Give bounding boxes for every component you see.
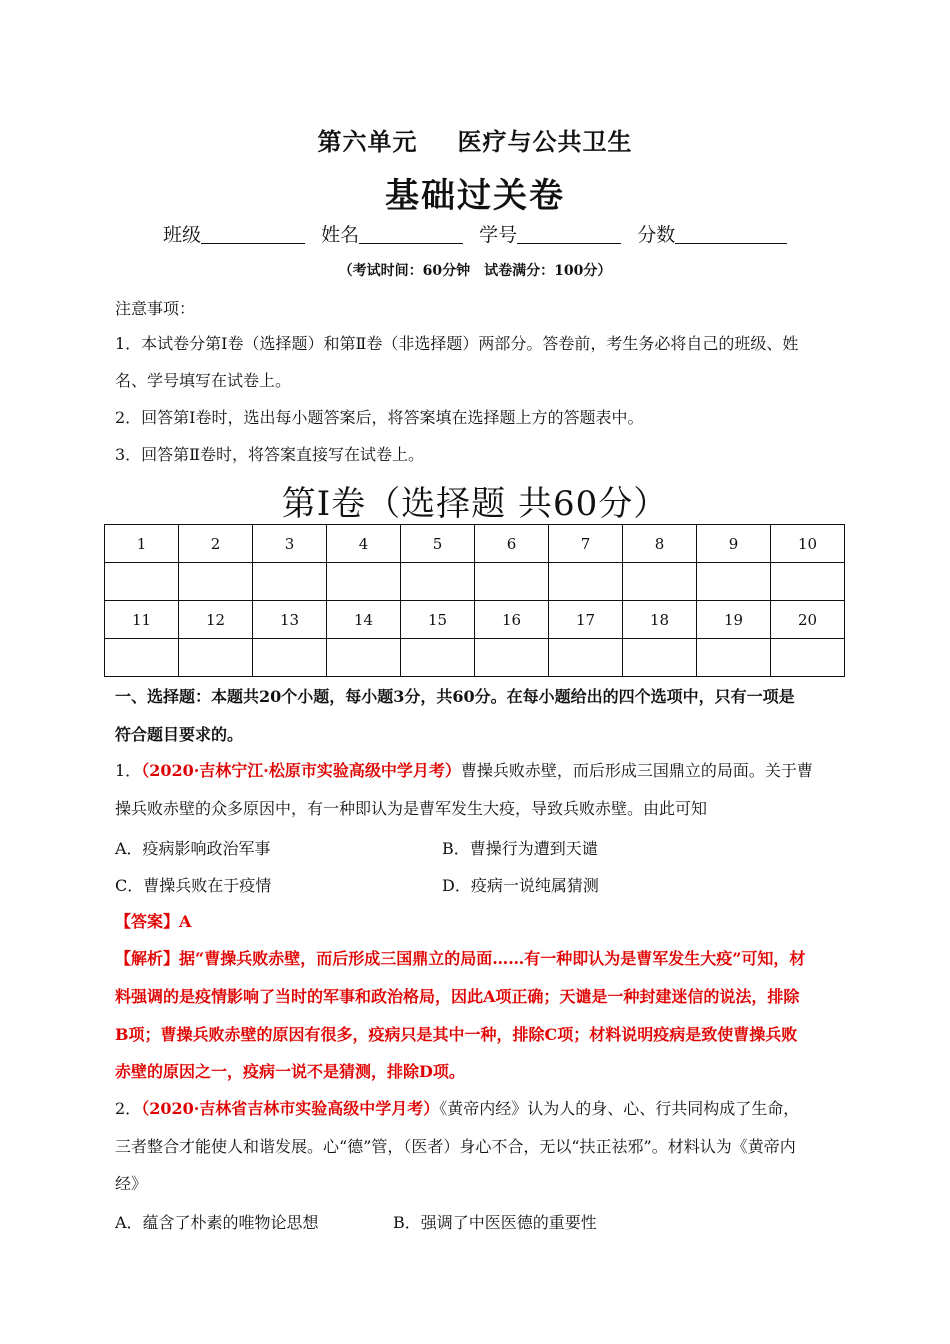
question-number-cell: 20 bbox=[771, 601, 845, 639]
answer-cell[interactable] bbox=[549, 639, 623, 677]
question-number-cell: 6 bbox=[475, 525, 549, 563]
table-row bbox=[105, 601, 845, 639]
notes-heading: 注意事项： bbox=[115, 299, 196, 318]
question-number-cell: 14 bbox=[327, 601, 401, 639]
score-label: 分数 bbox=[637, 224, 676, 246]
answer-cell[interactable] bbox=[401, 639, 475, 677]
question-number-cell: 7 bbox=[549, 525, 623, 563]
question-number-cell: 8 bbox=[623, 525, 697, 563]
question-number-cell: 12 bbox=[179, 601, 253, 639]
answer-cell[interactable] bbox=[179, 563, 253, 601]
table-row bbox=[105, 639, 845, 677]
question-number-cell: 9 bbox=[697, 525, 771, 563]
answer-cell[interactable] bbox=[327, 639, 401, 677]
question-number-cell: 2 bbox=[179, 525, 253, 563]
answer-cell[interactable] bbox=[253, 563, 327, 601]
question-2-stem bbox=[115, 1090, 845, 1128]
answer-cell[interactable] bbox=[623, 639, 697, 677]
answer-cell[interactable] bbox=[771, 639, 845, 677]
unit-name: 医疗与公共卫生 bbox=[457, 128, 633, 156]
analysis-line: 料强调的是疫情影响了当时的军事和政治格局，因此A项正确；天谴是一种封建迷信的说法，排除 bbox=[115, 987, 800, 1006]
option-b[interactable]: B．强调了中医医德的重要性 bbox=[393, 1213, 597, 1232]
student-info-fields bbox=[163, 220, 797, 247]
answer-cell[interactable] bbox=[623, 563, 697, 601]
section-instructions: 一、选择题：本题共20个小题，每小题3分，共60分。在每小题给出的四个选项中，只有一项是 bbox=[115, 687, 795, 706]
answer-cell[interactable] bbox=[105, 563, 179, 601]
question-text: 经》 bbox=[115, 1174, 148, 1193]
note-item: 2．回答第Ⅰ卷时，选出每小题答案后，将答案填在选择题上方的答题表中。 bbox=[115, 408, 644, 427]
answer-cell[interactable] bbox=[697, 563, 771, 601]
question-number-cell: 10 bbox=[771, 525, 845, 563]
option-c[interactable]: C．曹操兵败在于疫情 bbox=[115, 876, 272, 895]
unit-title bbox=[0, 122, 950, 157]
question-number-cell: 11 bbox=[105, 601, 179, 639]
answer-cell[interactable] bbox=[327, 563, 401, 601]
question-number: 2． bbox=[115, 1099, 142, 1118]
option-a[interactable]: A．疫病影响政治军事 bbox=[115, 839, 271, 858]
question-text: 三者整合才能使人和谐发展。心“德”管，（医者）身心不合，无以“扶正祛邪”。材料认为《黄帝内 bbox=[115, 1137, 796, 1156]
option-d[interactable]: D．疫病一说纯属猜测 bbox=[442, 876, 599, 895]
unit-number: 第六单元 bbox=[317, 128, 418, 156]
name-input[interactable] bbox=[359, 224, 463, 244]
analysis-line: 【解析】据“曹操兵败赤壁，而后形成三国鼎立的局面……有一种即认为是曹军发生大疫”可知，材 bbox=[115, 949, 806, 968]
answer-cell[interactable] bbox=[771, 563, 845, 601]
class-label: 班级 bbox=[163, 224, 202, 246]
table-row bbox=[105, 525, 845, 563]
note-item: 名、学号填写在试卷上。 bbox=[115, 371, 292, 390]
option-b[interactable]: B．曹操行为遭到天谴 bbox=[442, 839, 598, 858]
answer-label: 【答案】A bbox=[115, 912, 192, 931]
question-source: （2020·吉林宁江·松原市实验高级中学月考） bbox=[141, 761, 461, 780]
answer-cell[interactable] bbox=[179, 639, 253, 677]
question-number-cell: 15 bbox=[401, 601, 475, 639]
question-1-stem bbox=[115, 752, 845, 790]
question-number-cell: 5 bbox=[401, 525, 475, 563]
table-row bbox=[105, 563, 845, 601]
question-number-cell: 1 bbox=[105, 525, 179, 563]
time-info: （考试时间：60分钟 试卷满分：100分） bbox=[338, 263, 612, 279]
question-number-cell: 3 bbox=[253, 525, 327, 563]
section-title: 第Ⅰ卷（选择题 共60分） bbox=[281, 484, 669, 524]
analysis-line: 赤壁的原因之一，疫病一说不是猜测，排除D项。 bbox=[115, 1062, 465, 1081]
question-text: 操兵败赤壁的众多原因中，有一种即认为是曹军发生大疫，导致兵败赤壁。由此可知 bbox=[115, 799, 708, 818]
answer-cell[interactable] bbox=[549, 563, 623, 601]
class-input[interactable] bbox=[201, 224, 305, 244]
answer-cell[interactable] bbox=[105, 639, 179, 677]
section-instructions: 符合题目要求的。 bbox=[115, 725, 244, 744]
question-number-cell: 13 bbox=[253, 601, 327, 639]
question-number-cell: 4 bbox=[327, 525, 401, 563]
option-a[interactable]: A．蕴含了朴素的唯物论思想 bbox=[115, 1213, 319, 1232]
student-id-label: 学号 bbox=[479, 224, 518, 246]
answer-cell[interactable] bbox=[697, 639, 771, 677]
answer-table bbox=[104, 524, 845, 677]
answer-cell[interactable] bbox=[475, 639, 549, 677]
paper-title: 基础过关卷 bbox=[385, 176, 565, 216]
answer-cell[interactable] bbox=[253, 639, 327, 677]
question-text: 《黄帝内经》认为人的身、心、行共同构成了生命， bbox=[439, 1099, 800, 1118]
analysis-line: B项；曹操兵败赤壁的原因有很多，疫病只是其中一种，排除C项；材料说明疫病是致使曹操兵败 bbox=[115, 1025, 798, 1044]
question-number: 1． bbox=[115, 761, 142, 780]
answer-cell[interactable] bbox=[401, 563, 475, 601]
question-number-cell: 18 bbox=[623, 601, 697, 639]
answer-cell[interactable] bbox=[475, 563, 549, 601]
question-source: （2020·吉林省吉林市实验高级中学月考） bbox=[141, 1099, 440, 1118]
note-item: 3．回答第Ⅱ卷时，将答案直接写在试卷上。 bbox=[115, 445, 425, 464]
question-text: 曹操兵败赤壁，而后形成三国鼎立的局面。关于曹 bbox=[460, 761, 813, 780]
question-number-cell: 16 bbox=[475, 601, 549, 639]
name-label: 姓名 bbox=[321, 224, 360, 246]
score-input[interactable] bbox=[675, 224, 787, 244]
question-number-cell: 17 bbox=[549, 601, 623, 639]
student-id-input[interactable] bbox=[517, 224, 621, 244]
note-item: 1．本试卷分第Ⅰ卷（选择题）和第Ⅱ卷（非选择题）两部分。答卷前，考生务必将自己的班级、姓 bbox=[115, 334, 799, 353]
question-number-cell: 19 bbox=[697, 601, 771, 639]
